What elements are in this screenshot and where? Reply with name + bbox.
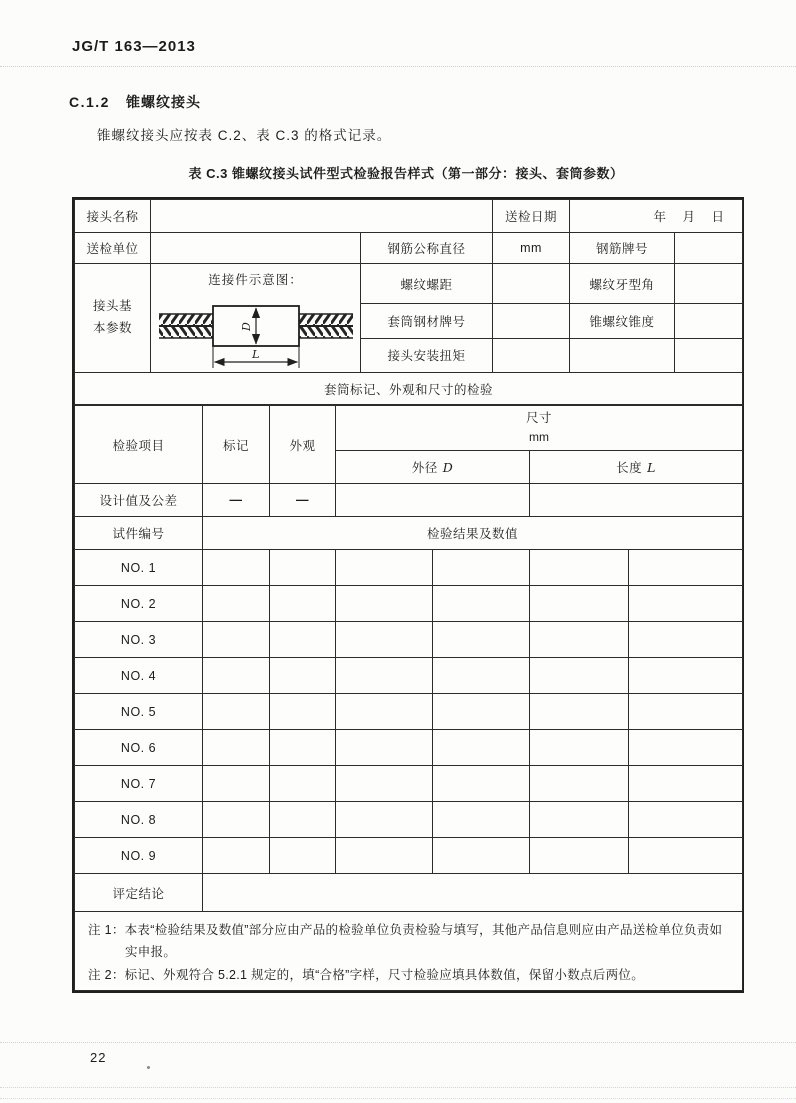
scan-artifact-line (0, 66, 796, 67)
specimen-label: NO. 9 (75, 838, 203, 874)
design-value-label: 设计值及公差 (75, 484, 203, 517)
value-cell (270, 730, 336, 766)
value-cell (336, 730, 433, 766)
report-form-table (72, 197, 744, 993)
value-cell (203, 694, 270, 730)
sleeve-steel-label: 套筒钢材牌号 (361, 304, 493, 338)
submit-unit-label: 送检单位 (75, 233, 151, 264)
inspection-item-header: 检验项目 (75, 406, 203, 484)
value-cell (433, 658, 530, 694)
thread-pitch-label: 螺纹螺距 (361, 264, 493, 304)
specimen-label: NO. 4 (75, 658, 203, 694)
value-cell (336, 802, 433, 838)
table-row (75, 730, 743, 766)
value-cell (433, 802, 530, 838)
section-number: C.1.2 (69, 94, 110, 110)
rebar-diameter-unit: mm (493, 233, 570, 264)
right-rebar-bottom-band (299, 326, 353, 338)
taper-label: 锥螺纹锥度 (570, 304, 675, 338)
value-cell (629, 694, 743, 730)
value-cell (530, 838, 629, 874)
value-cell (270, 622, 336, 658)
thread-pitch-value-cell (493, 264, 570, 304)
value-cell (336, 586, 433, 622)
value-cell (336, 766, 433, 802)
submit-unit-value-cell (151, 233, 361, 264)
specimen-label: NO. 1 (75, 550, 203, 586)
table-row (75, 802, 743, 838)
table-row (75, 622, 743, 658)
table-row (75, 550, 743, 586)
section-title: 锥螺纹接头 (125, 94, 201, 110)
right-rebar-top-band (299, 314, 353, 326)
value-cell (433, 550, 530, 586)
rebar-grade-value-cell (675, 233, 743, 264)
table-caption: 表 C.3 锥螺纹接头试件型式检验报告样式（第一部分：接头、套筒参数） (188, 166, 624, 181)
value-cell (203, 658, 270, 694)
left-rebar-top-band (159, 314, 213, 326)
torque-label: 接头安装扭矩 (361, 338, 493, 372)
value-cell (629, 658, 743, 694)
value-cell (530, 550, 629, 586)
specimen-label: NO. 3 (75, 622, 203, 658)
design-appearance-value: — (270, 484, 336, 517)
design-diameter-value-cell (336, 484, 530, 517)
design-length-value-cell (530, 484, 743, 517)
value-cell (203, 802, 270, 838)
value-cell (203, 550, 270, 586)
value-cell (629, 802, 743, 838)
length-header: 长度 L (530, 451, 743, 484)
thread-angle-label: 螺纹牙型角 (570, 264, 675, 304)
value-cell (203, 622, 270, 658)
submit-date-value-cell: 年 月 日 (570, 200, 743, 233)
table-row (75, 586, 743, 622)
intro-paragraph: 锥螺纹接头应按表 C.2、表 C.3 的格式记录。 (97, 128, 392, 143)
value-cell (270, 694, 336, 730)
inspection-section (74, 405, 743, 991)
value-cell (203, 766, 270, 802)
table-row (75, 694, 743, 730)
value-cell (530, 802, 629, 838)
value-cell (336, 694, 433, 730)
value-cell (433, 622, 530, 658)
doc-number: JG/T 163—2013 (72, 38, 196, 55)
value-cell (629, 550, 743, 586)
value-cell (270, 802, 336, 838)
result-banner: 检验结果及数值 (203, 517, 743, 550)
sleeve-steel-value-cell (493, 304, 570, 338)
scan-artifact-line (0, 1042, 796, 1043)
coupler-diagram (155, 288, 357, 372)
diagram-title: 连接件示意图： (208, 273, 303, 287)
value-cell (203, 586, 270, 622)
specimen-label: NO. 7 (75, 766, 203, 802)
scan-speck (147, 1066, 150, 1069)
value-cell (336, 550, 433, 586)
left-rebar-bottom-band (159, 326, 213, 338)
section-banner: 套筒标记、外观和尺寸的检验 (75, 373, 743, 405)
taper-value-cell (675, 304, 743, 338)
note-2: 注 2：标记、外观符合 5.2.1 规定的，填“合格”字样，尺寸检验应填具体数值，保留小数点后两位。 (88, 967, 644, 982)
value-cell (629, 622, 743, 658)
value-cell (433, 838, 530, 874)
value-cell (530, 586, 629, 622)
table-row (75, 838, 743, 874)
value-cell (433, 730, 530, 766)
value-cell (336, 622, 433, 658)
empty-cell (675, 338, 743, 372)
value-cell (433, 766, 530, 802)
value-cell (530, 622, 629, 658)
section-heading (69, 92, 201, 112)
value-cell (629, 766, 743, 802)
joint-name-value-cell (151, 200, 493, 233)
basic-params-label: 接头基 本参数 (75, 264, 151, 373)
value-cell (433, 694, 530, 730)
coupler-diagram-cell (151, 264, 361, 373)
appearance-header: 外观 (270, 406, 336, 484)
design-mark-value: — (203, 484, 270, 517)
specimen-number-label: 试件编号 (75, 517, 203, 550)
rebar-diameter-label: 钢筋公称直径 (361, 233, 493, 264)
specimen-label: NO. 8 (75, 802, 203, 838)
thread-angle-value-cell (675, 264, 743, 304)
dimension-d-label: D (239, 321, 253, 331)
submit-date-label: 送检日期 (493, 200, 570, 233)
value-cell (629, 730, 743, 766)
notes-cell (75, 912, 743, 991)
value-cell (270, 550, 336, 586)
joint-name-label: 接头名称 (75, 200, 151, 233)
rebar-grade-label: 钢筋牌号 (570, 233, 675, 264)
value-cell (270, 586, 336, 622)
mark-header: 标记 (203, 406, 270, 484)
value-cell (530, 694, 629, 730)
table-row (75, 658, 743, 694)
value-cell (270, 658, 336, 694)
size-header: 尺寸 mm (336, 406, 743, 451)
value-cell (270, 838, 336, 874)
value-cell (530, 766, 629, 802)
torque-value-cell (493, 338, 570, 372)
value-cell (530, 658, 629, 694)
conclusion-label: 评定结论 (75, 874, 203, 912)
specimen-label: NO. 5 (75, 694, 203, 730)
empty-cell (570, 338, 675, 372)
conclusion-value-cell (203, 874, 743, 912)
scan-artifact-line (0, 1087, 796, 1088)
value-cell (203, 838, 270, 874)
value-cell (629, 838, 743, 874)
value-cell (433, 586, 530, 622)
value-cell (336, 838, 433, 874)
value-cell (530, 730, 629, 766)
scan-artifact-line (0, 1098, 796, 1099)
specimen-label: NO. 6 (75, 730, 203, 766)
table-row (75, 766, 743, 802)
value-cell (203, 730, 270, 766)
value-cell (270, 766, 336, 802)
outer-diameter-header: 外径 D (336, 451, 530, 484)
note-1: 注 1：本表“检验结果及数值”部分应由产品的检验单位负责检验与填写，其他产品信息则应由产品送检单位负责如实申报。 (88, 923, 723, 960)
value-cell (336, 658, 433, 694)
form-header-section (74, 199, 743, 405)
page-number: 22 (90, 1050, 107, 1065)
value-cell (629, 586, 743, 622)
dimension-l-label: L (251, 348, 260, 361)
specimen-label: NO. 2 (75, 586, 203, 622)
